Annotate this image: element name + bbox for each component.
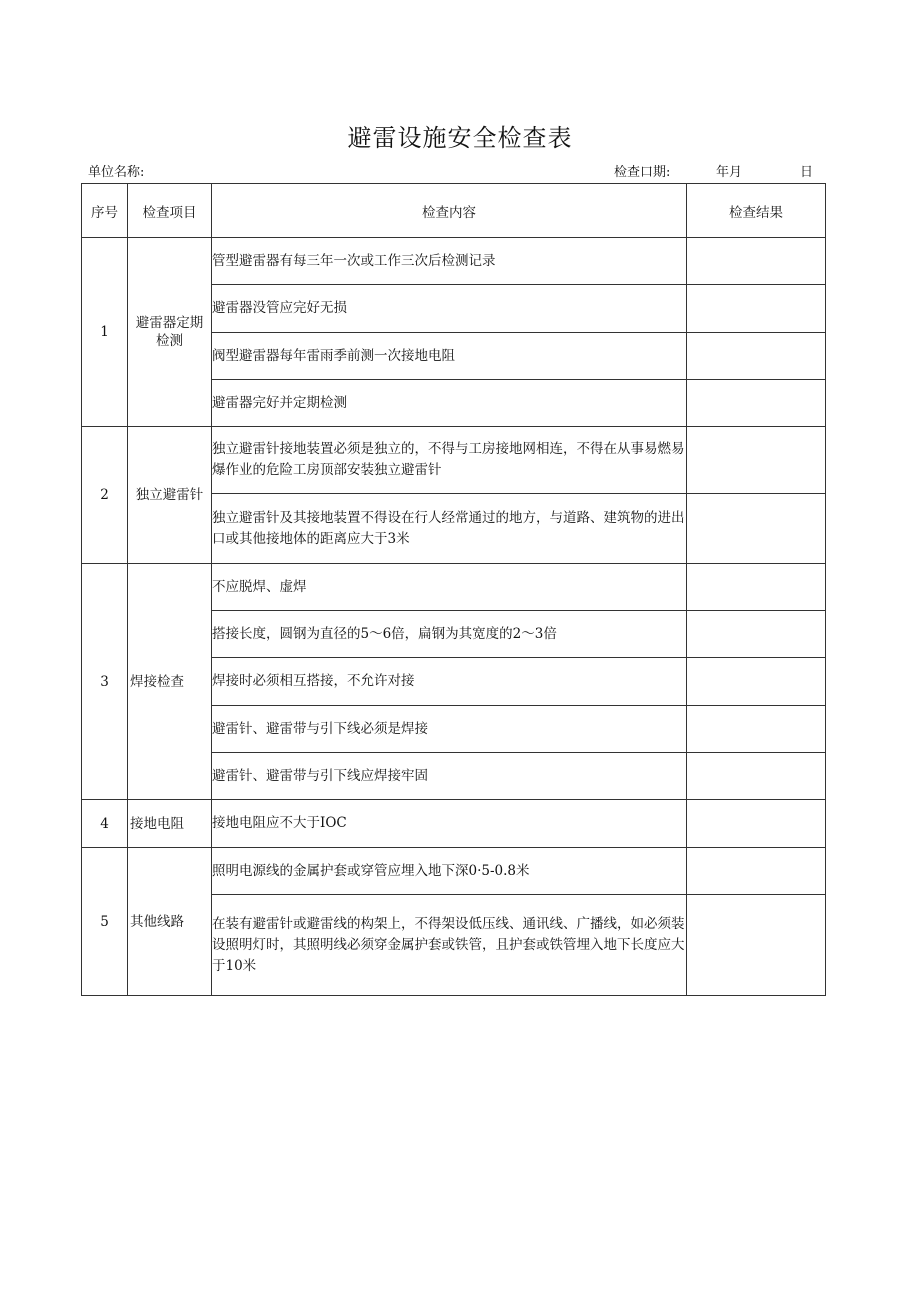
header-no: 序号 <box>82 184 128 238</box>
table-row <box>82 800 826 848</box>
result-cell[interactable] <box>687 564 826 611</box>
check-content: 避雷针、避雷带与引下线应焊接牢固 <box>212 753 687 800</box>
table-row <box>82 427 826 494</box>
check-content: 独立避雷针及其接地装置不得设在行人经常通过的地方，与道路、建筑物的进出口或其他接地体的距离应大于3米 <box>212 494 687 564</box>
table-row <box>82 564 826 611</box>
result-cell[interactable] <box>687 238 826 285</box>
result-cell[interactable] <box>687 800 826 848</box>
group-item: 焊接检查 <box>128 564 212 800</box>
check-date-label: 检查口期: <box>614 165 671 180</box>
group-number: 2 <box>82 427 128 564</box>
group-number: 3 <box>82 564 128 800</box>
result-cell[interactable] <box>687 380 826 427</box>
table-row <box>82 238 826 285</box>
check-content: 照明电源线的金属护套或穿管应埋入地下深0·5-0.8米 <box>212 848 687 895</box>
inspection-table <box>81 183 826 996</box>
check-content: 避雷器完好并定期检测 <box>212 380 687 427</box>
group-number: 4 <box>82 800 128 848</box>
check-content: 避雷针、避雷带与引下线必须是焊接 <box>212 706 687 753</box>
check-content: 接地电阻应不大于IOC <box>212 800 687 848</box>
day-label: 日 <box>800 165 814 180</box>
group-item: 独立避雷针 <box>128 427 212 564</box>
page-title: 避雷设施安全检查表 <box>347 124 573 152</box>
year-month-label: 年月 <box>716 165 743 180</box>
header-row <box>82 184 826 238</box>
check-content: 搭接长度，圆钢为直径的5～6倍，扁钢为其宽度的2～3倍 <box>212 611 687 658</box>
check-content: 避雷器没管应完好无损 <box>212 285 687 333</box>
result-cell[interactable] <box>687 333 826 380</box>
header-item: 检查项目 <box>128 184 212 238</box>
group-number: 5 <box>82 848 128 996</box>
group-item: 接地电阻 <box>128 800 212 848</box>
group-item: 避雷器定期检测 <box>128 238 212 427</box>
check-content: 不应脱焊、虚焊 <box>212 564 687 611</box>
check-content: 在装有避雷针或避雷线的构架上，不得架设低压线、通讯线、广播线，如必须装设照明灯时，其照明线必须穿金属护套或铁管，且护套或铁管埋入地下长度应大于10米 <box>212 895 687 996</box>
group-item: 其他线路 <box>128 848 212 996</box>
result-cell[interactable] <box>687 848 826 895</box>
table-row <box>82 848 826 895</box>
result-cell[interactable] <box>687 285 826 333</box>
unit-name-label: 单位名称: <box>88 165 145 180</box>
check-content: 阀型避雷器每年雷雨季前测一次接地电阻 <box>212 333 687 380</box>
result-cell[interactable] <box>687 427 826 494</box>
check-content: 独立避雷针接地装置必须是独立的，不得与工房接地网相连，不得在从事易燃易爆作业的危险工房顶部安装独立避雷针 <box>212 427 687 494</box>
check-content: 管型避雷器有每三年一次或工作三次后检测记录 <box>212 238 687 285</box>
result-cell[interactable] <box>687 611 826 658</box>
result-cell[interactable] <box>687 494 826 564</box>
result-cell[interactable] <box>687 753 826 800</box>
result-cell[interactable] <box>687 658 826 706</box>
result-cell[interactable] <box>687 706 826 753</box>
result-cell[interactable] <box>687 895 826 996</box>
header-result: 检查结果 <box>687 184 826 238</box>
check-content: 焊接时必须相互搭接，不允许对接 <box>212 658 687 706</box>
header-content: 检查内容 <box>212 184 687 238</box>
group-number: 1 <box>82 238 128 427</box>
